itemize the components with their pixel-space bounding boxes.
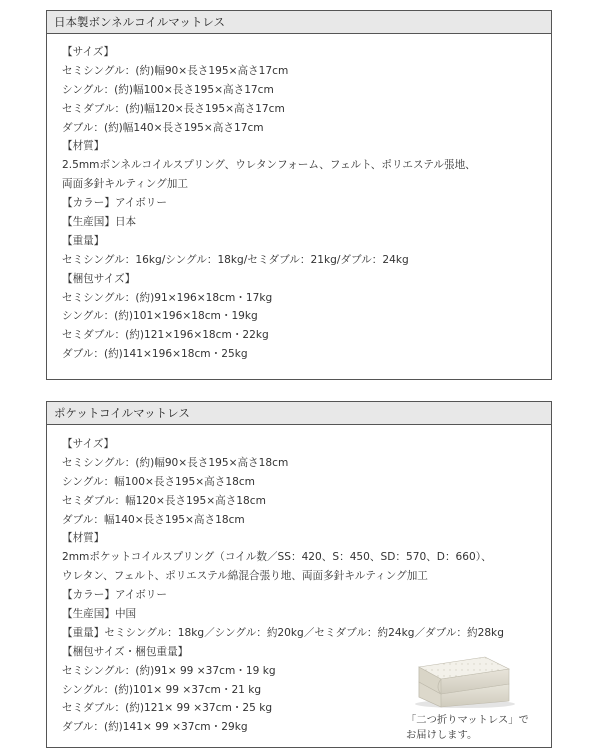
spec-line: セミシングル：(約)幅90×長さ195×高さ18cm [62,456,289,469]
spec-list [47,34,551,364]
spec-line: 【サイズ】 [62,46,115,58]
spec-line: シングル：(約)101× 99 ×37cm・21 kg [62,683,262,696]
spec-line: 【重量】セミシングル：18kg／シングル：約20kg／セミダブル：約24kg／ダブル：約28kg [62,626,504,639]
spec-line: ダブル：幅140×長さ195×高さ18cm [62,513,245,526]
spec-line: セミダブル：(約)121× 99 ×37cm・25 kg [62,702,273,715]
spec-line: シングル：(約)幅100×長さ195×高さ17cm [62,83,274,96]
bonnell-coil-mattress-panel [46,10,552,380]
spec-line: 【カラー】アイボリー [62,197,167,210]
spec-line: 【サイズ】 [62,438,115,450]
folded-mattress-image [405,649,522,709]
spec-line: 【梱包サイズ】 [62,272,136,285]
spec-line: セミシングル：(約)91×196×18cm・17kg [62,291,273,304]
spec-line: 2mmポケットコイルスプリング（コイル数／SS：420、S：450、SD：570、D：660）、 [62,551,492,564]
spec-line: 【梱包サイズ・梱包重量】 [62,645,189,658]
spec-line: 【生産国】日本 [62,216,137,229]
spec-line: ダブル：(約)141× 99 ×37cm・29kg [62,721,248,734]
spec-line: セミダブル：(約)121×196×18cm・22kg [62,329,269,342]
panel-title: 日本製ボンネルコイルマットレス [47,11,551,34]
spec-line: ダブル：(約)141×196×18cm・25kg [62,348,248,361]
spec-line: セミシングル：(約)91× 99 ×37cm・19 kg [62,664,276,677]
spec-line: 【カラー】アイボリー [62,589,167,602]
spec-line: ウレタン、フェルト、ポリエステル綿混合張り地、両面多針キルティング加工 [62,570,428,583]
spec-line: シングル：幅100×長さ195×高さ18cm [62,475,255,488]
spec-line: 【生産国】中国 [62,608,137,621]
panel-title: ポケットコイルマットレス [47,402,551,425]
spec-line: 両面多針キルティング加工 [62,178,188,191]
spec-line: 【材質】 [62,532,105,545]
spec-line: シングル：(約)101×196×18cm・19kg [62,310,258,323]
spec-line: セミシングル：16kg/シングル：18kg/セミダブル：21kg/ダブル：24kg [62,253,409,266]
spec-line: 2.5mmボンネルコイルスプリング、ウレタンフォーム、フェルト、ポリエステル張地、 [62,159,476,172]
spec-line: ダブル：(約)幅140×長さ195×高さ17cm [62,121,264,134]
spec-line: 【材質】 [62,140,105,153]
product-caption [406,713,546,743]
spec-line: セミダブル：(約)幅120×長さ195×高さ17cm [62,102,285,115]
caption-line: お届けします。 [406,729,478,741]
spec-line: 【重量】 [62,234,105,247]
caption-line: 「二つ折りマットレス」で [406,714,529,726]
spec-line: セミシングル：(約)幅90×長さ195×高さ17cm [62,64,289,77]
spec-line: セミダブル：幅120×長さ195×高さ18cm [62,494,266,507]
